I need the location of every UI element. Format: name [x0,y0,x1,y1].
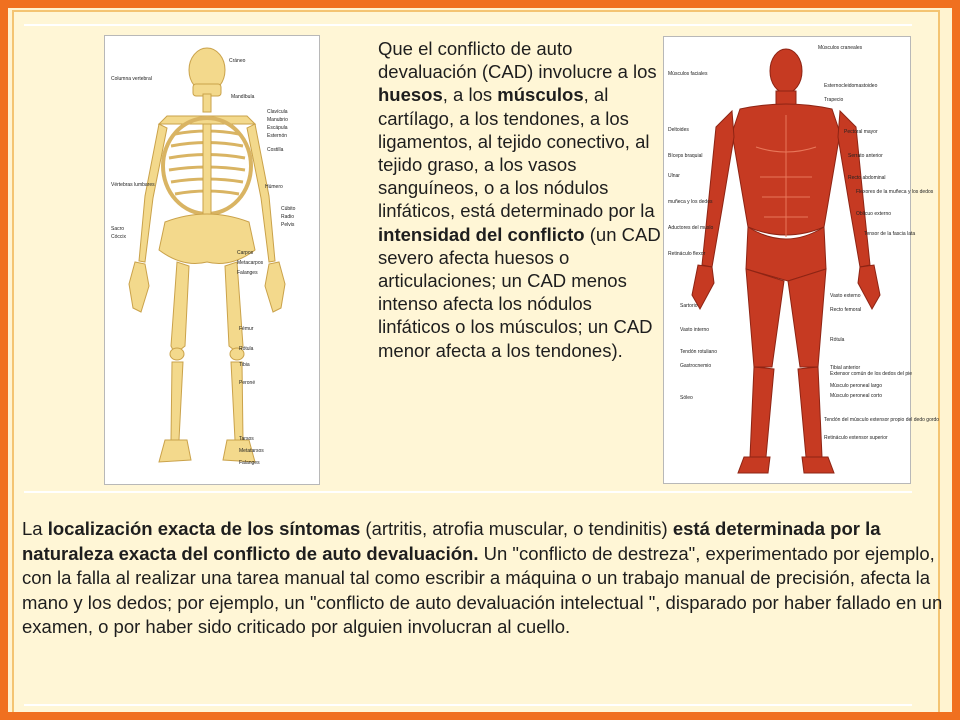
text-span: Un "conflicto de destreza", experimentado por ejemplo, con la falla al realizar una tarea manual tal como escribir a máquina o un trabajo manual de precisión, afecta la mano y los dedos; por ejemplo, un "conflicto de auto devaluación intelectual ", disparado por haber fallado en un examen, o por haber sido criticado por alguien involucran al cuello. [22,542,943,638]
muscle-label-craneales: Músculos craneales [818,45,863,51]
skeleton-label-pelvis: Pelvis [281,222,295,228]
muscle-label-flexores: Flexores de la muñeca y los dedos [856,189,934,195]
muscle-label-trapecio: Trapecio [824,97,844,103]
muscle-label-aductores: Aductores del muslo [668,225,714,231]
muscle-label-rotula: Rótula [830,337,845,343]
muscle-label-esternocleido: Esternocleidomastoideo [824,83,878,89]
bold-intensidad: intensidad del conflicto [378,223,585,245]
skeleton-label-carpos: Carpos [237,250,254,256]
skeleton-label-sacro: Sacro [111,226,125,232]
bold-huesos: huesos [378,84,443,106]
text-span: (un CAD severo afecta huesos o articulaciones; un CAD menos intenso afecta los nódulos linfáticos o los músculos; un CAD menor afecta a los tendones). [378,223,661,361]
muscle-illustration [663,36,940,484]
skeleton-label-falanges-mano: Falanges [237,270,258,276]
conflict-description-paragraph [378,37,662,362]
skeleton-label-tarsos: Tarsos [239,436,254,442]
muscle-label-peroneal-corto: Músculo peroneal corto [830,393,882,399]
muscle-label-deltoides: Deltoides [668,127,689,133]
muscle-label-biceps: Bíceps braquial [668,153,703,159]
skeleton-label-metacarpos: Metacarpos [237,260,264,266]
skeleton-label-falanges-pie: Falanges [239,460,260,466]
skeleton-label-columna: Columna vertebral [111,76,152,82]
muscle-label-gastrocnemio: Gastrocnemio [680,363,712,369]
muscle-label-tensor-fascia: Tensor de la fascia lata [864,231,916,237]
skeleton-label-manubrio: Manubrio [267,117,288,123]
skeleton-label-escapula: Escápula [267,125,288,131]
bold-musculos: músculos [497,84,584,106]
skeleton-label-clavicula: Clavícula [267,109,288,115]
muscle-label-retinaculo-flexor: Retináculo flexor [668,251,706,257]
bold-determinada: está determinada por la naturaleza exacta del conflicto de auto devaluación. [22,518,881,564]
muscle-label-pectoral: Pectoral mayor [844,129,878,135]
muscle-label-soleo: Sóleo [680,395,693,401]
skeleton-label-mandibula: Mandíbula [231,94,255,100]
skeleton-label-vertebras: Vértebras lumbares [111,182,155,188]
muscle-label-extensor-comun: Extensor común de los dedos del pie [830,371,912,377]
skeleton-label-perone: Peroné [239,380,256,386]
muscle-label-oblicuo: Oblicuo externo [856,211,892,217]
skeleton-drawing [105,36,319,484]
muscle-label-peroneal-largo: Músculo peroneal largo [830,383,882,389]
text-span: (artritis, atrofia muscular, o tendinitis) [360,518,673,539]
skeleton-illustration [104,35,320,485]
top-divider [24,24,912,26]
skeleton-label-craneo: Cráneo [229,58,246,64]
muscle-label-recto-abdominal: Recto abdominal [848,175,886,181]
skeleton-label-esternon: Esternón [267,133,288,139]
text-span: Que el conflicto de auto devaluación (CAD) involucre a los [378,38,657,83]
middle-divider [24,491,912,493]
text-span: La [22,518,48,539]
skeleton-label-cubito: Cúbito [281,206,296,212]
muscle-label-recto-femoral: Recto femoral [830,307,862,313]
text-span: , al cartílago, a los tendones, a los ligamentos, al tejido conectivo, al tejido graso, a los vasos sanguíneos, o a los nódulos linfáticos, está determinado por la [378,84,655,222]
text-span: , a los [442,84,498,106]
muscle-label-serrato: Serrato anterior [848,153,883,159]
muscle-label-muneca: muñeca y los dedos [668,199,713,205]
skeleton-label-radio: Radio [281,214,295,220]
muscle-label-vasto-externo: Vasto externo [830,293,861,299]
muscle-label-tendon-extensor: Tendón del músculo extensor propio del dedo gordo [824,417,940,423]
muscle-label-retinaculo-extensor: Retináculo extensor superior [824,435,888,441]
muscle-label-tendon-rotuliano: Tendón rotuliano [680,349,717,355]
skeleton-label-metatarsos: Metatarsos [239,448,264,454]
muscle-label-vasto-interno: Vasto interno [680,327,710,333]
muscle-label-sartorio: Sartorio [680,303,698,309]
skeleton-label-costilla: Costilla [267,147,284,153]
muscle-label-ulnar: Ulnar [668,173,680,179]
skeleton-label-femur: Fémur [239,326,254,332]
skeleton-label-tibia: Tibia [239,362,250,368]
symptom-location-paragraph [22,517,944,640]
skeleton-label-coccix: Cóccix [111,234,127,240]
skeleton-label-rotula: Rótula [239,346,254,352]
bold-localizacion: localización exacta de los síntomas [47,518,361,539]
muscle-label-tibial: Tibial anterior [830,365,861,371]
bottom-divider [24,704,912,706]
skeleton-label-humero: Húmero [265,184,283,190]
muscle-label-faciales: Músculos faciales [668,71,708,77]
